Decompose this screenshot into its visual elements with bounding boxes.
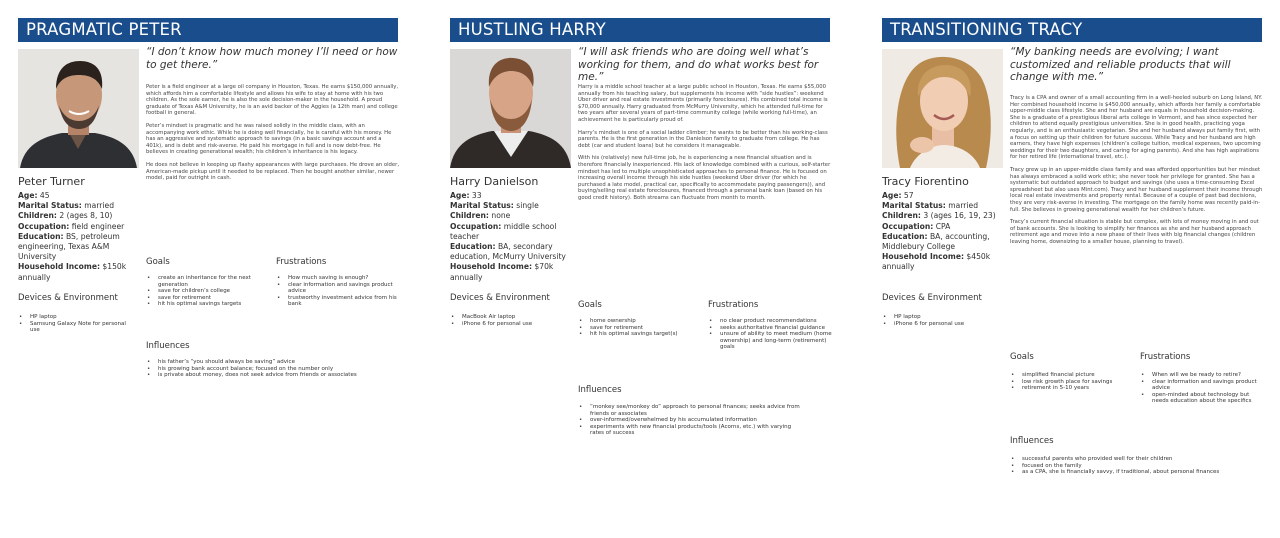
fact-age: Age: 33	[450, 191, 482, 200]
list-item: • iPhone 6 for personal use	[450, 321, 570, 328]
list-item: • home ownership	[578, 318, 698, 325]
persona-quote: “My banking needs are evolving; I want customized and reliable products that will change with me.”	[1010, 46, 1231, 83]
list-item: • no clear product recommendations	[708, 318, 832, 325]
list-item: • retirement in 5-10 years	[1010, 385, 1136, 392]
persona-quote: “I will ask friends who are doing well what’s working for them, and do what works best for me.”	[578, 46, 819, 83]
fact-education: Education: BS, petroleum engineering, Texas A&M University	[18, 231, 120, 262]
persona-peter	[18, 18, 416, 518]
persona-facts	[18, 191, 140, 283]
persona-title-banner: HUSTLING HARRY	[450, 18, 830, 42]
fact-children: Children: 2 (ages 8, 10)	[18, 211, 113, 221]
frustrations-heading: Frustrations	[708, 300, 759, 310]
persona-bio	[578, 84, 832, 208]
goals-heading: Goals	[578, 300, 602, 310]
devices-heading: Devices & Environment	[882, 293, 982, 303]
list-item: • HP laptop	[18, 314, 128, 321]
list-item: • over-informed/overwhelmed by his accumulated information	[578, 417, 806, 424]
frustrations-list	[276, 275, 400, 308]
frustrations-list	[1140, 372, 1264, 405]
persona-bio	[1010, 95, 1264, 251]
list-item: • iPhone 6 for personal use	[882, 321, 1002, 328]
persona-name: Peter Turner	[18, 175, 85, 188]
influences-list	[1010, 456, 1272, 476]
list-item: • clear information and savings product advice	[1140, 379, 1264, 392]
fact-occupation: Occupation: middle school teacher	[450, 221, 557, 241]
list-item: • his growing bank account balance; focused on the number only	[146, 366, 408, 373]
list-item: • hit his optimal savings target(s)	[578, 331, 698, 338]
fact-age: Age: 57	[882, 191, 914, 200]
persona-bio	[146, 84, 400, 188]
list-item: • “monkey see/monkey do” approach to personal finances; seeks advice from friends or associates	[578, 404, 806, 417]
list-item: • clear information and savings product advice	[276, 282, 400, 295]
fact-education: Education: BA, accounting, Middlebury College	[882, 231, 990, 252]
list-item: • successful parents who provided well for their children	[1010, 456, 1272, 463]
bio-paragraph: With his (relatively) new full-time job, he is experiencing a new financial situation and is therefore financially inexperienced. His lack of knowledge combined with a curious, self-starter mindset has led to multiple unsophisticated approaches to personal finance. He is focused on increasing overall income through his side hustles (weekend Uber driver (for which he purchased a late model, practical car, specifically to accommodate paying passengers)), and buying/selling real estate foreclosures, financed through a personal bank loan (based on his good credit history). Both streams can fluctuate from month to month.	[578, 155, 831, 201]
fact-occupation: Occupation: field engineer	[18, 221, 125, 231]
list-item: • When will we be ready to retire?	[1140, 372, 1264, 379]
influences-list	[146, 359, 408, 379]
devices-heading: Devices & Environment	[450, 293, 550, 303]
bio-paragraph: Harry’s mindset is one of a social ladder climber; he wants to be better than his working-class parents. He is the first generation in the Danielson family to graduate from college. He has debt (car and student loans) but he considers it manageable.	[578, 129, 828, 149]
list-item: • save for children’s college	[146, 288, 262, 295]
list-item: • Samsung Galaxy Note for personal use	[18, 321, 128, 334]
list-item: • create an inheritance for the next generation	[146, 275, 262, 288]
influences-heading: Influences	[1010, 436, 1054, 446]
list-item: • focused on the family	[1010, 463, 1272, 470]
frustrations-heading: Frustrations	[1140, 352, 1191, 362]
goals-list	[578, 318, 698, 338]
bio-paragraph: Peter’s mindset is pragmatic and he was raised solidly in the middle class, with an accompanying work ethic. While he is doing well financially, he is careful with his money. He has an aggressive and systematic approach to savings (in a basic savings account and a 401k), and is debt and risk-averse. He paid his mortgage in full and is now debt-free. He believes in creating generational wealth; his children’s inheritance is his legacy.	[146, 122, 392, 156]
man-portrait-icon	[18, 49, 139, 168]
persona-harry	[450, 18, 848, 518]
fact-occupation: Occupation: CPA	[882, 221, 951, 231]
list-item: • HP laptop	[882, 314, 1002, 321]
list-item: • experiments with new financial products/tools (Acorns, etc.) with varying rates of success	[578, 424, 806, 437]
frustrations-heading: Frustrations	[276, 257, 327, 267]
persona-photo	[450, 49, 571, 168]
list-item: • save for retirement	[578, 325, 698, 332]
fact-age: Age: 45	[18, 191, 50, 200]
bio-paragraph: He does not believe in keeping up flashy appearances with large purchases. He drove an older, American-made pickup until it needed to be replaced. Then he bought another similar, newer model, paid for outright in cash.	[146, 161, 400, 182]
persona-title-banner: TRANSITIONING TRACY	[882, 18, 1262, 42]
influences-list	[578, 404, 806, 437]
list-item: • How much saving is enough?	[276, 275, 400, 282]
persona-facts	[882, 191, 1004, 273]
bio-paragraph: Tracy is a CPA and owner of a small accounting firm in a well-heeled suburb on Long Island, NY. Her combined household income is $450,000 annually, which affords her family a comfortable upper-middle class lifestyle. She and her husband are equals in household decision-making. She is a graduate of a prestigious liberal arts college in Vermont, and has since expected her children to attend equally prestigious universities. She is in good health, practicing yoga regularly, and is an enthusiastic vegetarian. She and her husband always put family first, with a focus on setting up their children for future success. While Tracy and her husband are high earners, they have high expenses (children’s college tuition, medical expenses, two upcoming weddings for their two daughters, and caring for aging parents). And she has high aspirations for her retired life (international travel, etc.).	[1010, 95, 1263, 161]
devices-list	[450, 314, 570, 327]
fact-education: Education: BA, secondary education, McMurry University	[450, 242, 566, 262]
fact-children: Children: none	[450, 211, 511, 221]
list-item: • simplified financial picture	[1010, 372, 1136, 379]
list-item: • as a CPA, she is financially savvy, if traditional, about personal finances	[1010, 469, 1272, 476]
bio-paragraph: Peter is a field engineer at a large oil company in Houston, Texas. He earns $150,000 annually, which affords him a comfortable lifestyle and allows his wife to stay at home with his two children. As the sole earner, he is also the sole decision-maker in the household. A proud graduate of Texas A&M University, he is an avid backer of the Aggies (a 12th man) and college football in general.	[146, 84, 399, 117]
persona-name: Harry Danielson	[450, 175, 539, 188]
list-item: • unsure of ability to meet medium (home ownership) and long-term (retirement) goals	[708, 331, 832, 351]
goals-list	[146, 275, 262, 308]
list-item: • hit his optimal savings targets	[146, 301, 262, 308]
persona-facts	[450, 191, 572, 283]
man-portrait-icon	[450, 49, 571, 168]
influences-heading: Influences	[578, 385, 622, 395]
bio-paragraph: Harry is a middle school teacher at a large public school in Houston, Texas. He earns $55,000 annually from his teaching salary, but supplements his income with “side hustles”: weekend Uber driver and real estate investments (primarily foreclosures). His combined total income is $70,000 annually. Harry graduated from McMurry University, which he attended full-time for two years after several years of part-time community college (while working full-time), an achievement he is particularly proud of.	[578, 84, 828, 123]
fact-marital-status: Marital Status: married	[18, 201, 115, 211]
list-item: • seeks authoritative financial guidance	[708, 325, 832, 332]
persona-photo	[18, 49, 139, 168]
persona-title-banner: PRAGMATIC PETER	[18, 18, 398, 42]
devices-heading: Devices & Environment	[18, 293, 118, 303]
devices-list	[18, 314, 128, 334]
goals-list	[1010, 372, 1136, 392]
list-item: • trustworthy investment advice from his bank	[276, 295, 400, 308]
fact-income: Household Income: $450k annually	[882, 252, 991, 272]
persona-photo	[882, 49, 1003, 168]
bio-paragraph: Tracy grew up in an upper-middle class family and was afforded opportunities but her mindset has always embraced a solid work ethic; she never took her privilege for granted. She has a systematic but outdated approach to budget and savings (she uses a time-consuming Excel spreadsheet but also uses Mint.com). Tracy and her husband supplement their income through local real estate investments and property rental. Because of a couple of past bad decisions, they are very risk-averse in investing. The mortgage on the family home was recently paid-in-full. She believes in growing generational wealth for her children’s future.	[1010, 166, 1263, 213]
bio-paragraph: Tracy’s current financial situation is stable but complex, with lots of money moving in and out of bank accounts. She is looking to simplify her finances as she and her husband approach retirement age and move into a new phase of their lives with big financial changes (children leaving home, downsizing to a smaller house, planning to travel).	[1010, 219, 1259, 245]
list-item: • open-minded about technology but needs education about the specifics	[1140, 392, 1264, 405]
woman-portrait-icon	[882, 49, 1003, 168]
list-item: • MacBook Air laptop	[450, 314, 570, 321]
persona-name: Tracy Fiorentino	[882, 175, 969, 188]
fact-marital-status: Marital Status: single	[450, 201, 539, 211]
goals-heading: Goals	[146, 257, 170, 267]
fact-marital-status: Marital Status: married	[882, 201, 979, 211]
list-item: • his father’s “you should always be saving” advice	[146, 359, 408, 366]
persona-tracy	[882, 18, 1280, 518]
list-item: • save for retirement	[146, 295, 262, 302]
influences-heading: Influences	[146, 341, 190, 351]
persona-quote: “I don’t know how much money I’ll need or how to get there.”	[146, 46, 398, 71]
fact-children: Children: 3 (ages 16, 19, 23)	[882, 211, 996, 221]
list-item: • is private about money, does not seek advice from friends or associates	[146, 372, 408, 379]
list-item: • low risk growth place for savings	[1010, 379, 1136, 386]
goals-heading: Goals	[1010, 352, 1034, 362]
fact-income: Household Income: $150k annually	[18, 262, 127, 282]
frustrations-list	[708, 318, 832, 351]
fact-income: Household Income: $70k annually	[450, 262, 554, 282]
devices-list	[882, 314, 1002, 327]
